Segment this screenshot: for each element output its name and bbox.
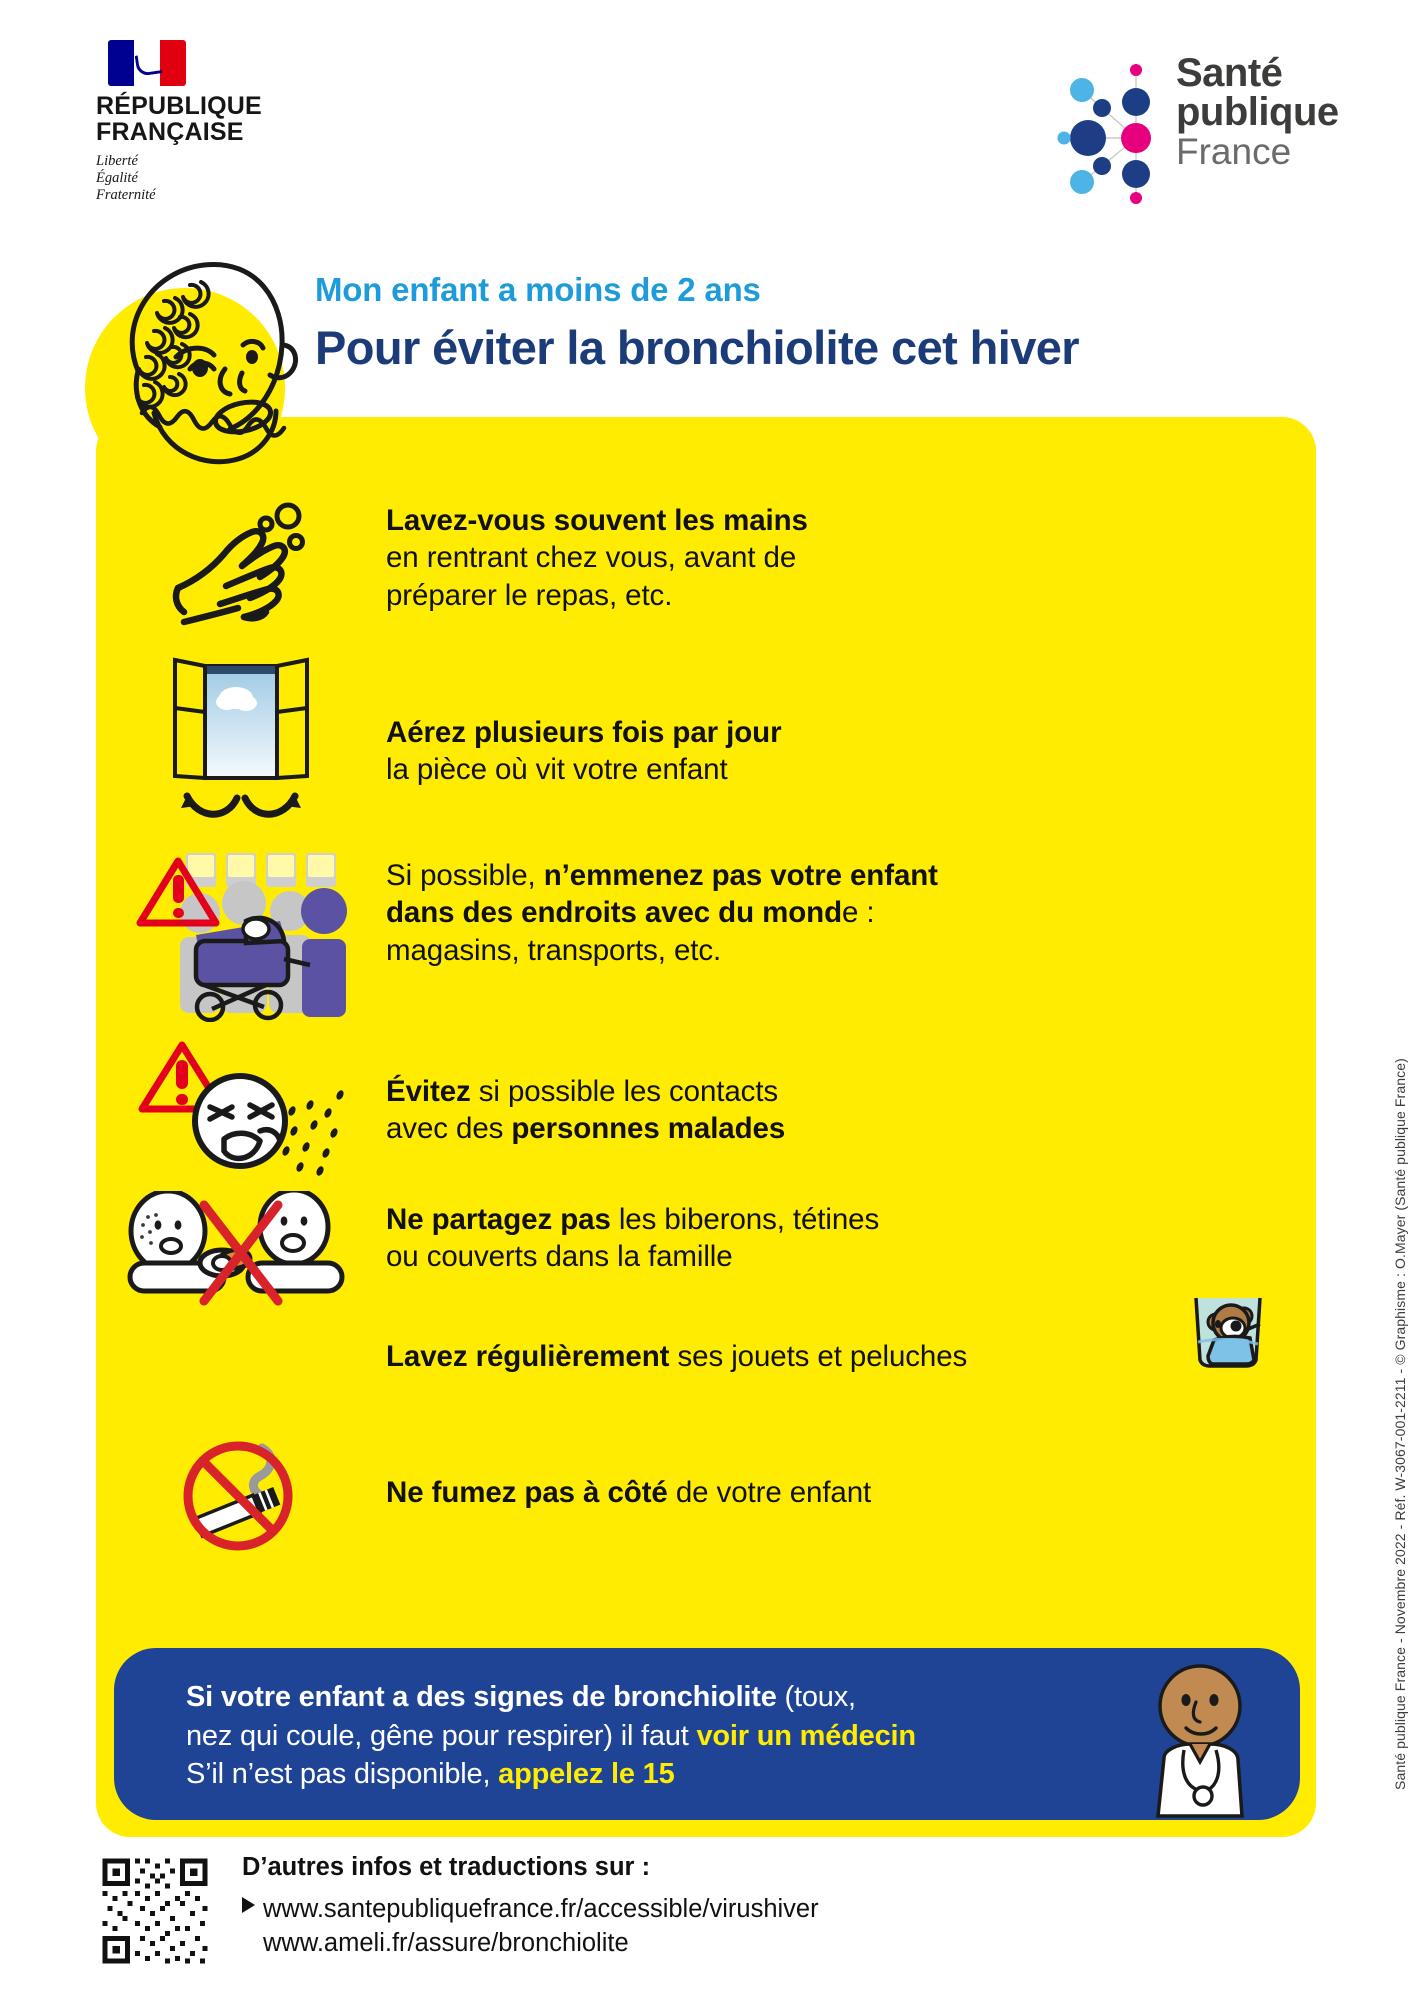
banner-line3a: S’il n’est pas disponible, xyxy=(186,1758,499,1791)
doctor-avatar-icon xyxy=(1134,1658,1266,1818)
tip-text-wash-hands xyxy=(386,502,1316,614)
title-block xyxy=(315,272,1315,374)
tips-list xyxy=(96,490,1316,1532)
republique-francaise-logo xyxy=(96,40,296,204)
banner-line1a: Si votre enfant a des signes de bronchiolite xyxy=(186,1681,777,1713)
no-smoking-icon xyxy=(96,1436,386,1556)
footer-url-spf[interactable]: www.santepubliquefrance.fr/accessible/virushiver xyxy=(263,1894,819,1923)
motto-fraternite: Fraternité xyxy=(96,186,156,203)
footer-heading: D’autres infos et traductions sur : xyxy=(242,1853,651,1881)
tip-text-no-smoking xyxy=(386,1436,1316,1511)
kicker-text: Mon enfant a moins de 2 ans xyxy=(315,271,761,308)
tip-row-wash-toys xyxy=(96,1312,1316,1422)
tip-row-no-sharing xyxy=(96,1177,1316,1312)
tip3-line2a: dans des endroits avec du mond xyxy=(386,896,842,930)
spf-network-dots-icon xyxy=(1054,48,1174,208)
tip-text-no-sharing xyxy=(386,1191,1316,1276)
crowded-place-warning-icon xyxy=(96,847,386,1022)
banner-line1b: (toux, xyxy=(776,1681,856,1713)
tip7-line1a: Ne fumez pas à côté xyxy=(386,1476,668,1509)
tip3-line3: magasins, transports, etc. xyxy=(386,933,722,967)
spf-wordmark xyxy=(1176,51,1339,173)
tip5-line1a: Ne partagez pas xyxy=(386,1203,611,1236)
hand-washing-icon xyxy=(96,502,386,642)
footer-links xyxy=(242,1852,819,1960)
banner-line3-highlight: appelez le 15 xyxy=(498,1758,675,1791)
republique-motto xyxy=(96,153,296,204)
emergency-banner-text xyxy=(186,1678,1096,1794)
emergency-call-banner xyxy=(114,1648,1300,1820)
republique-line1: RÉPUBLIQUE xyxy=(96,92,262,120)
motto-egalite: Égalité xyxy=(96,169,138,186)
poster-header xyxy=(0,0,1414,230)
tip-row-wash-hands xyxy=(96,490,1316,642)
tip-text-avoid-sick-people xyxy=(386,1035,1316,1148)
tip4-line2b: personnes malades xyxy=(511,1112,786,1146)
tip5-line1b: les biberons, tétines xyxy=(610,1203,880,1236)
sneezing-person-warning-icon xyxy=(96,1035,386,1185)
tip-row-air-room xyxy=(96,642,1316,827)
banner-line2a: nez qui coule, gêne pour respirer) il faut xyxy=(186,1719,697,1752)
side-credit-text: Santé publique France - Novembre 2022 - Réf. W-3067-001-2211 - © Graphisme : O.Mayer (Santé publique France) xyxy=(1392,1058,1408,1790)
teddy-bear-wash-icon xyxy=(1188,1290,1268,1370)
triangle-right-icon xyxy=(242,1897,255,1913)
sante-publique-france-logo xyxy=(1054,48,1354,208)
tip1-line3: préparer le repas, etc. xyxy=(386,578,673,612)
tip4-line1b: si possible les contacts xyxy=(470,1075,779,1108)
tip-row-avoid-sick-people xyxy=(96,1017,1316,1177)
spf-word-publique: publique xyxy=(1176,90,1339,135)
tip-row-crowded-places xyxy=(96,827,1316,1017)
tip4-line2a: avec des xyxy=(386,1112,512,1146)
tip-row-no-smoking xyxy=(96,1422,1316,1532)
tip-text-crowded-places xyxy=(386,847,1316,969)
tip6-line1b: ses jouets et peluches xyxy=(669,1340,968,1373)
tip2-line1: Aérez plusieurs fois par jour xyxy=(386,716,782,749)
footer-url-ameli[interactable]: www.ameli.fr/assure/bronchiolite xyxy=(263,1928,629,1957)
open-window-icon xyxy=(96,650,386,825)
tip2-line2: la pièce où vit votre enfant xyxy=(386,753,728,787)
tip-text-wash-toys xyxy=(386,1322,1316,1375)
republique-label xyxy=(96,93,296,146)
tip3-line1b: n’emmenez pas votre enfant xyxy=(543,859,938,892)
tip3-line2b: e : xyxy=(842,896,875,930)
tip6-line1a: Lavez régulièrement xyxy=(386,1340,670,1373)
spf-word-france: France xyxy=(1176,131,1292,173)
french-flag-icon xyxy=(108,40,186,86)
tip1-line1: Lavez-vous souvent les mains xyxy=(386,504,808,537)
tip-text-air-room xyxy=(386,650,1316,789)
spf-word-sante: Santé xyxy=(1176,51,1283,95)
tip3-line1a: Si possible, xyxy=(386,859,544,892)
tip7-line1b: de votre enfant xyxy=(667,1476,872,1509)
headline-text: Pour éviter la bronchiolite cet hiver xyxy=(315,321,1079,375)
no-sharing-pacifier-icon xyxy=(96,1191,386,1311)
motto-liberte: Liberté xyxy=(96,152,138,169)
qr-code-icon[interactable] xyxy=(100,1856,210,1966)
republique-line2: FRANÇAISE xyxy=(96,118,244,147)
tip4-line1a: Évitez xyxy=(386,1075,471,1108)
baby-face-icon xyxy=(80,245,310,480)
banner-line2-highlight: voir un médecin xyxy=(696,1719,916,1752)
tip5-line2: ou couverts dans la famille xyxy=(386,1240,733,1274)
tip1-line2: en rentrant chez vous, avant de xyxy=(386,541,797,575)
